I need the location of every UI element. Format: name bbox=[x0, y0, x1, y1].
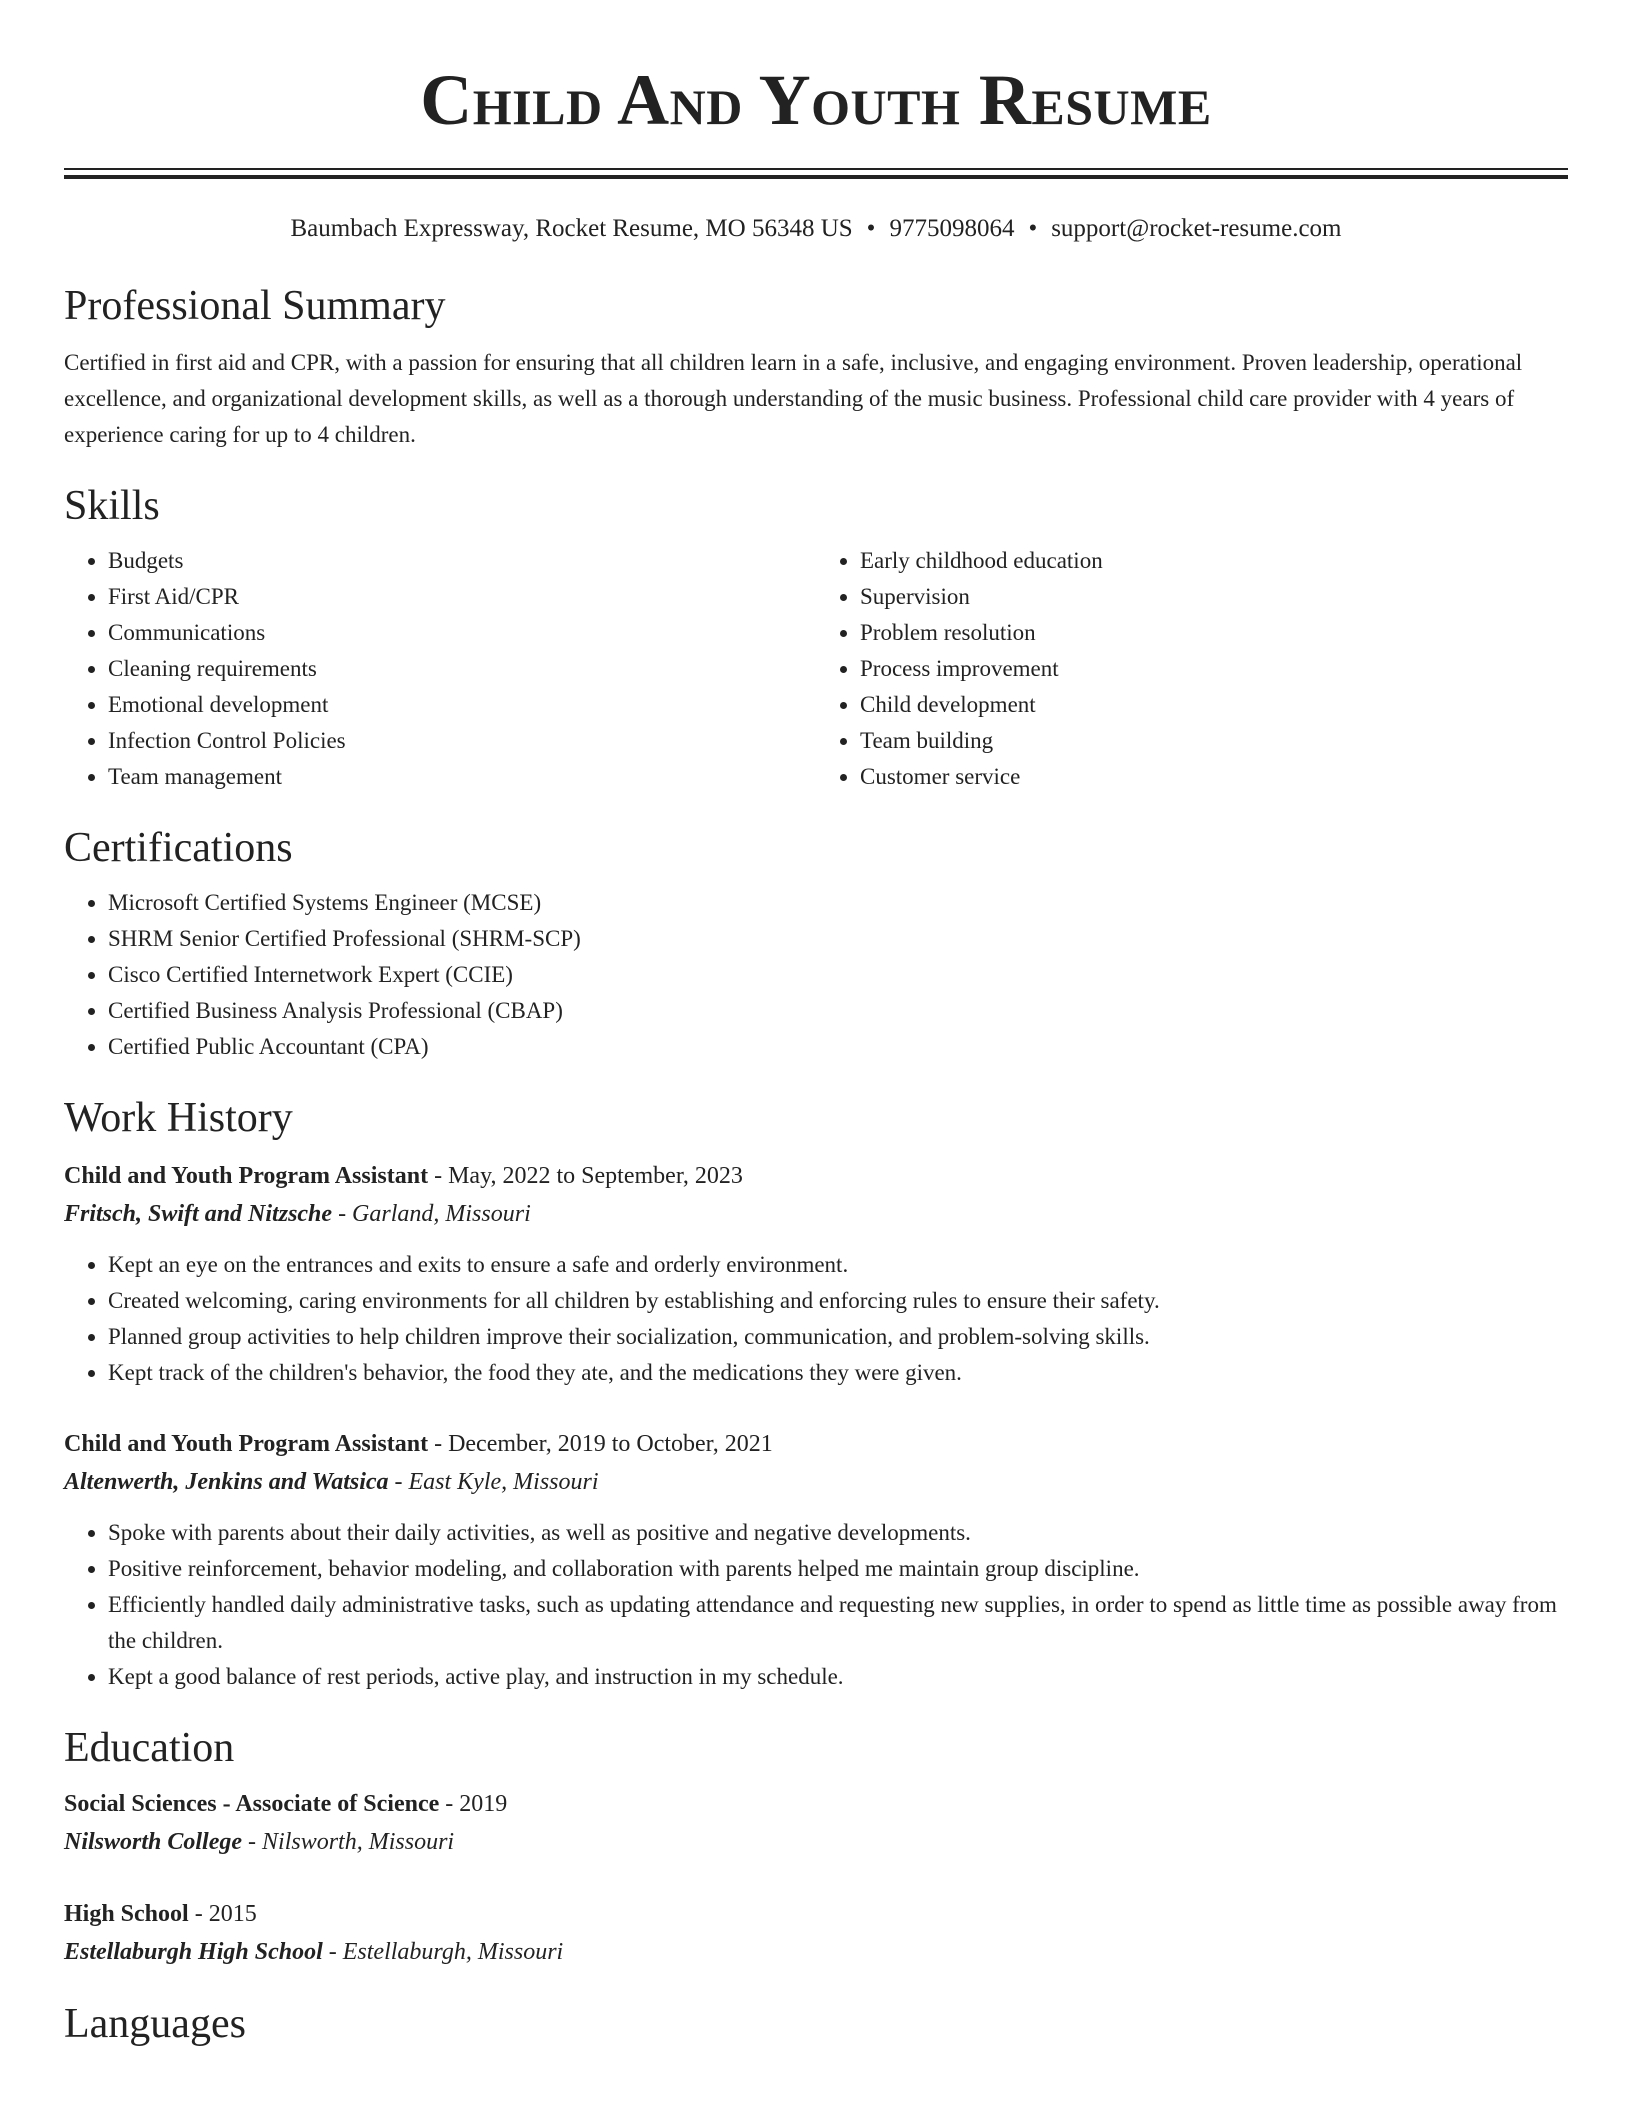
education-location: - Estellaburgh, Missouri bbox=[322, 1939, 564, 1965]
certifications-section bbox=[64, 823, 1568, 1065]
section-heading-education: Education bbox=[64, 1725, 235, 1771]
section-heading-summary: Professional Summary bbox=[64, 283, 446, 329]
skill-item: • First Aid/CPR bbox=[108, 579, 816, 615]
job-duty: • Kept a good balance of rest periods, active play, and instruction in my schedule. bbox=[108, 1659, 1568, 1695]
contact-separator: • bbox=[866, 215, 876, 242]
education-entry bbox=[64, 1895, 1568, 1971]
summary-text: Certified in first aid and CPR, with a passion for ensuring that all children learn in a safe, inclusive, and engaging environment. Proven leadership, operational excellence, and organizational development skills, as well as a thorough understanding of the music business. Professional child care provider with 4 years of experience caring for up to 4 children. bbox=[64, 350, 1523, 447]
job-duties-list bbox=[64, 1515, 1568, 1695]
job-company: Altenwerth, Jenkins and Watsica bbox=[64, 1469, 389, 1495]
skill-item: • Team management bbox=[108, 759, 816, 795]
education-school: Nilsworth College bbox=[64, 1829, 243, 1855]
job-duty: • Created welcoming, caring environments for all children by establishing and enforcing rules to ensure their safety. bbox=[108, 1283, 1568, 1319]
job-duty: • Efficiently handled daily administrative tasks, such as updating attendance and requesting new supplies, in order to spend as little time as possible away from the children. bbox=[108, 1587, 1568, 1659]
skill-item: • Cleaning requirements bbox=[108, 651, 816, 687]
skill-item: • Child development bbox=[860, 687, 1568, 723]
certifications-list bbox=[64, 885, 1568, 1065]
contact-address: Baumbach Expressway, Rocket Resume, MO 56348 US bbox=[290, 215, 853, 242]
education-degree: Social Sciences - Associate of Science bbox=[64, 1791, 440, 1817]
resume-title: Child And Youth Resume bbox=[420, 60, 1212, 140]
education-location: - Nilsworth, Missouri bbox=[242, 1829, 455, 1855]
skill-item: • Infection Control Policies bbox=[108, 723, 816, 759]
education-school-line bbox=[64, 1823, 1568, 1861]
job-company-line bbox=[64, 1195, 1568, 1233]
work-history-section bbox=[64, 1093, 1568, 1695]
job-entry bbox=[64, 1157, 1568, 1391]
section-heading-certifications: Certifications bbox=[64, 825, 293, 871]
skill-item: • Budgets bbox=[108, 543, 816, 579]
job-dates: - December, 2019 to October, 2021 bbox=[428, 1431, 773, 1457]
skill-item: • Communications bbox=[108, 615, 816, 651]
job-duty: • Positive reinforcement, behavior modeling, and collaboration with parents helped me maintain group discipline. bbox=[108, 1551, 1568, 1587]
job-title-line bbox=[64, 1425, 1568, 1463]
skill-item: • Process improvement bbox=[860, 651, 1568, 687]
skill-item: • Early childhood education bbox=[860, 543, 1568, 579]
professional-summary-section bbox=[64, 281, 1568, 453]
skill-item: • Customer service bbox=[860, 759, 1568, 795]
section-heading-skills: Skills bbox=[64, 483, 160, 529]
education-degree-line bbox=[64, 1895, 1568, 1933]
skills-section bbox=[64, 481, 1568, 795]
education-year: - 2019 bbox=[439, 1791, 508, 1817]
job-location: - Garland, Missouri bbox=[332, 1201, 531, 1227]
job-dates: - May, 2022 to September, 2023 bbox=[428, 1163, 743, 1189]
certification-item: • Certified Public Accountant (CPA) bbox=[108, 1029, 1568, 1065]
job-title: Child and Youth Program Assistant bbox=[64, 1163, 429, 1189]
job-entry bbox=[64, 1425, 1568, 1695]
job-duties-list bbox=[64, 1247, 1568, 1391]
certification-item: • Microsoft Certified Systems Engineer (MCSE) bbox=[108, 885, 1568, 921]
certification-item: • Certified Business Analysis Professional (CBAP) bbox=[108, 993, 1568, 1029]
skill-item: • Supervision bbox=[860, 579, 1568, 615]
job-company: Fritsch, Swift and Nitzsche bbox=[64, 1201, 333, 1227]
section-heading-languages: Languages bbox=[64, 2001, 246, 2047]
education-school-line bbox=[64, 1933, 1568, 1971]
contact-separator: • bbox=[1028, 215, 1038, 242]
education-school: Estellaburgh High School bbox=[64, 1939, 323, 1965]
skill-item: • Emotional development bbox=[108, 687, 816, 723]
education-entry bbox=[64, 1785, 1568, 1861]
job-duty: • Kept an eye on the entrances and exits to ensure a safe and orderly environment. bbox=[108, 1247, 1568, 1283]
job-title-line bbox=[64, 1157, 1568, 1195]
certification-item: • SHRM Senior Certified Professional (SHRM-SCP) bbox=[108, 921, 1568, 957]
education-degree-line bbox=[64, 1785, 1568, 1823]
contact-line bbox=[64, 213, 1568, 245]
job-title: Child and Youth Program Assistant bbox=[64, 1431, 429, 1457]
education-year: - 2015 bbox=[188, 1901, 257, 1927]
contact-phone: 9775098064 bbox=[889, 215, 1015, 242]
title-divider bbox=[64, 168, 1568, 179]
skills-list-left bbox=[64, 543, 816, 795]
job-duty: • Planned group activities to help children improve their socialization, communication, and problem-solving skills. bbox=[108, 1319, 1568, 1355]
job-company-line bbox=[64, 1463, 1568, 1501]
certification-item: • Cisco Certified Internetwork Expert (CCIE) bbox=[108, 957, 1568, 993]
languages-section bbox=[64, 1999, 1568, 2049]
job-duty: • Kept track of the children's behavior, the food they ate, and the medications they were given. bbox=[108, 1355, 1568, 1391]
education-section bbox=[64, 1723, 1568, 1971]
contact-email: support@rocket-resume.com bbox=[1051, 215, 1342, 242]
education-degree: High School bbox=[64, 1901, 189, 1927]
skill-item: • Team building bbox=[860, 723, 1568, 759]
skill-item: • Problem resolution bbox=[860, 615, 1568, 651]
job-location: - East Kyle, Missouri bbox=[388, 1469, 599, 1495]
job-duty: • Spoke with parents about their daily activities, as well as positive and negative developments. bbox=[108, 1515, 1568, 1551]
section-heading-work-history: Work History bbox=[64, 1095, 293, 1141]
skills-list-right bbox=[816, 543, 1568, 795]
skills-grid bbox=[64, 531, 1568, 795]
